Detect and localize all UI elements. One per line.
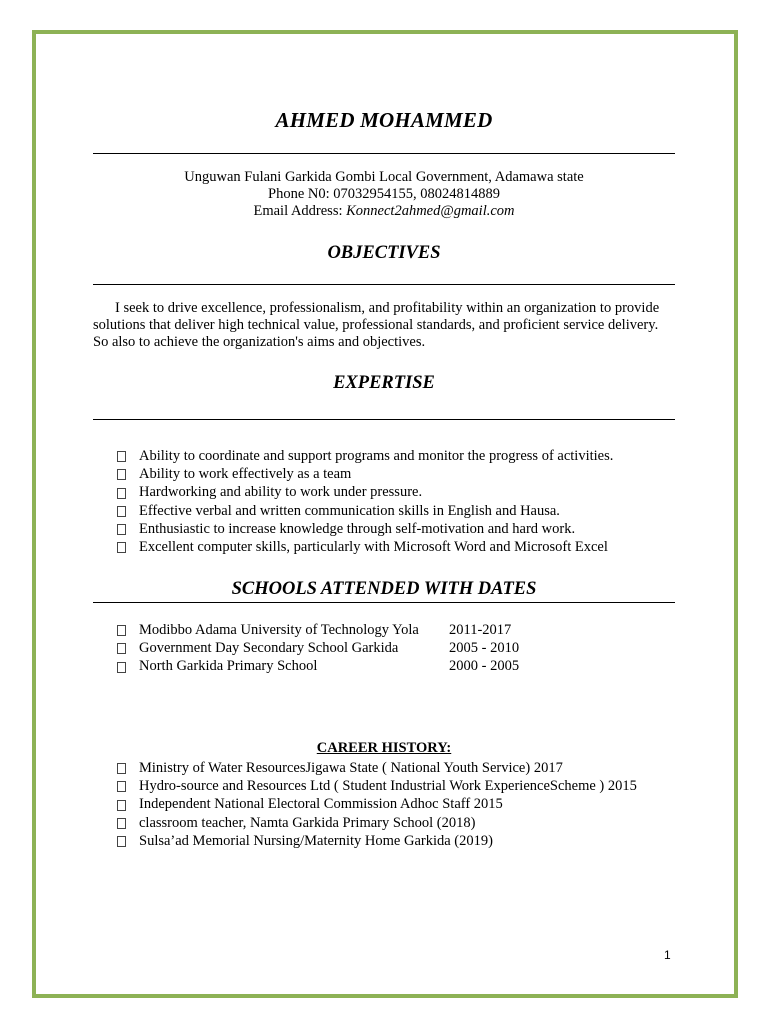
list-item xyxy=(117,465,613,483)
list-item-text: Excellent computer skills, particularly with Microsoft Word and Microsoft Excel xyxy=(139,539,608,556)
phone-numbers: Phone N0: 07032954155, 08024814889 xyxy=(268,186,500,202)
bullet-box-icon xyxy=(117,818,126,829)
page-number: 1 xyxy=(664,948,671,962)
list-item-text: Effective verbal and written communication skills in English and Hausa. xyxy=(139,502,560,519)
bullet-box-icon xyxy=(117,469,126,480)
list-item xyxy=(117,832,637,850)
bullet-box-icon xyxy=(117,763,126,774)
schools-heading: SCHOOLS ATTENDED WITH DATES xyxy=(231,579,537,599)
contact-block xyxy=(93,169,675,220)
name-title: AHMED MOHAMMED xyxy=(275,108,493,132)
list-item-text: Ministry of Water ResourcesJigawa State ( National Youth Service) 2017 xyxy=(139,760,563,776)
schools-list xyxy=(117,621,519,676)
address: Unguwan Fulani Garkida Gombi Local Government, Adamawa state xyxy=(184,169,584,185)
divider xyxy=(93,153,675,154)
list-item-text: Ability to work effectively as a team xyxy=(139,466,352,483)
list-item xyxy=(117,639,519,657)
list-item-text: Independent National Electoral Commission Adhoc Staff 2015 xyxy=(139,796,503,813)
school-name: Modibbo Adama University of Technology Yola xyxy=(139,622,419,638)
list-item-text: Sulsa’ad Memorial Nursing/Maternity Home Garkida (2019) xyxy=(139,832,493,849)
list-item xyxy=(117,777,637,795)
expertise-heading: EXPERTISE xyxy=(333,373,435,393)
bullet-box-icon xyxy=(117,542,126,553)
career-list xyxy=(117,759,637,850)
list-item-text: Ability to coordinate and support programs and monitor the progress of activities. xyxy=(139,448,614,464)
list-item-text: Hardworking and ability to work under pressure. xyxy=(139,484,423,501)
list-item-text: Enthusiastic to increase knowledge through self-motivation and hard work. xyxy=(139,520,576,537)
objectives-heading: OBJECTIVES xyxy=(327,243,441,263)
email-address: Konnect2ahmed@gmail.com xyxy=(346,203,515,219)
list-item-text: Hydro-source and Resources Ltd ( Student Industrial Work ExperienceScheme ) 2015 xyxy=(139,778,637,795)
list-item xyxy=(117,621,519,639)
career-heading: CAREER HISTORY: xyxy=(316,740,452,756)
divider xyxy=(93,419,675,420)
bullet-box-icon xyxy=(117,836,126,847)
divider xyxy=(93,284,675,285)
bullet-box-icon xyxy=(117,488,126,499)
bullet-box-icon xyxy=(117,800,126,811)
school-dates: 2000 - 2005 xyxy=(449,658,520,675)
bullet-box-icon xyxy=(117,524,126,535)
list-item xyxy=(117,759,637,777)
list-item xyxy=(117,520,613,538)
bullet-box-icon xyxy=(117,451,126,462)
list-item xyxy=(117,483,613,501)
list-item-text: classroom teacher, Namta Garkida Primary School (2018) xyxy=(139,814,476,831)
school-name: Government Day Secondary School Garkida xyxy=(139,640,399,657)
list-item xyxy=(117,502,613,520)
bullet-box-icon xyxy=(117,781,126,792)
list-item xyxy=(117,814,637,832)
objectives-text: I seek to drive excellence, professionalism, and profitability within an organization to provide solutions that deliver high technical value, professional standards, and proficient service delivery. So also to achieve the organization's aims and objectives. xyxy=(93,300,660,350)
email-label: Email Address: xyxy=(253,203,347,219)
list-item xyxy=(117,538,613,556)
bullet-box-icon xyxy=(117,506,126,517)
divider xyxy=(93,602,675,603)
school-name: North Garkida Primary School xyxy=(139,658,318,675)
bullet-box-icon xyxy=(117,643,126,654)
bullet-box-icon xyxy=(117,662,126,673)
expertise-list xyxy=(117,447,613,556)
list-item xyxy=(117,447,613,465)
bullet-box-icon xyxy=(117,625,126,636)
list-item xyxy=(117,657,519,675)
list-item xyxy=(117,795,637,813)
email-line xyxy=(93,203,675,220)
school-dates: 2011-2017 xyxy=(449,622,512,638)
school-dates: 2005 - 2010 xyxy=(449,640,520,657)
